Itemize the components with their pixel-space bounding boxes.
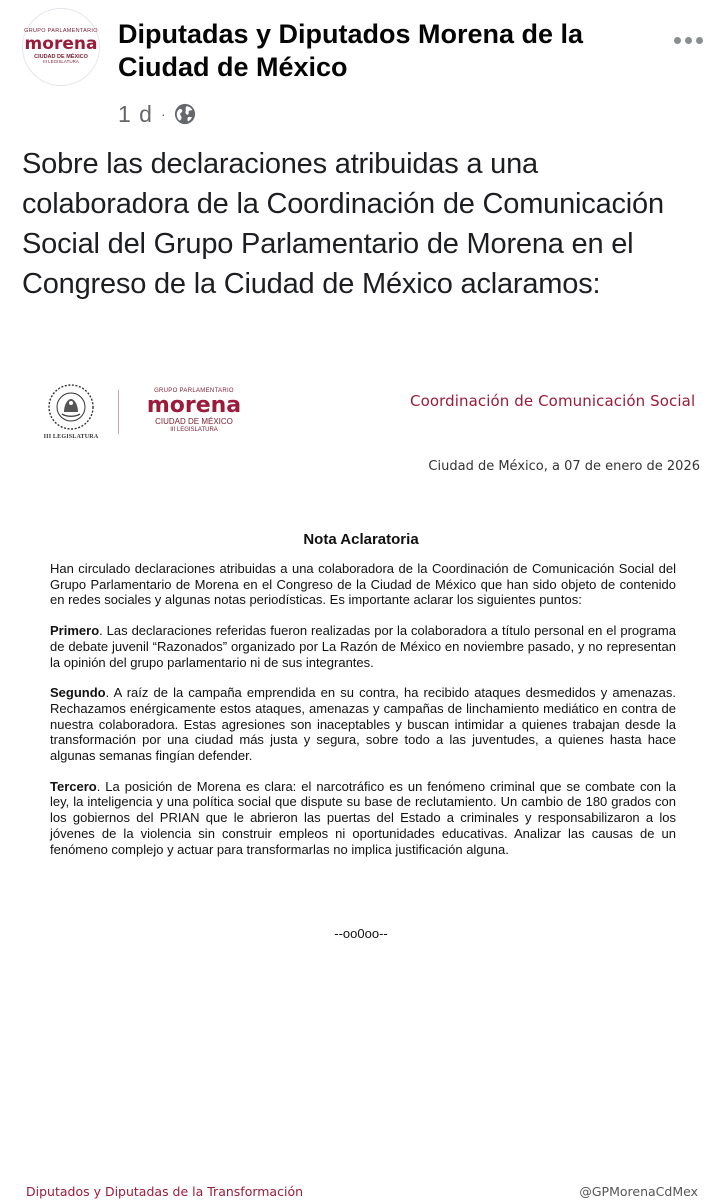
logo-word: morena (146, 393, 242, 418)
point-text: . A raíz de la campaña emprendida en su contra, ha recibido ataques desmedidos y amenazas. Rechazamos enérgicamente estos ataques, amenazas y campañas de linchamiento mediático en contra de nuestra colaboradora. Estas agresiones son inaceptables y buscan intimidar a quienes trabajan desde la transformación por una ciudad más justa y segura, sobre todo a las juventudes, a quienes hasta hace algunas semanas fingían defender. (50, 685, 676, 764)
post-image-document[interactable] (10, 370, 712, 1200)
document-point (50, 623, 676, 670)
meta-separator: · (160, 106, 166, 122)
document-point (50, 779, 676, 858)
footer-handle: @GPMorenaCdMex (579, 1184, 698, 1199)
document-intro: Han circulado declaraciones atribuidas a una colaboradora de la Coordinación de Comunicación Social del Grupo Parlamentario de Morena en el Congreso de la Ciudad de México que han sido objeto de contenido en redes sociales y algunas notas periodísticas. Es importante aclarar los siguientes puntos: (50, 561, 676, 608)
header-divider (118, 390, 119, 434)
page-avatar[interactable] (22, 8, 100, 86)
document-closing: --oo0oo-- (334, 926, 388, 941)
more-dot-icon (674, 37, 681, 44)
more-dot-icon (696, 37, 703, 44)
avatar-top-text: GRUPO PARLAMENTARIO (24, 28, 98, 35)
congress-seal-icon (40, 382, 102, 434)
avatar-legislatura-text: III LEGISLATURA (43, 58, 79, 64)
seal-legislatura-text: III LEGISLATURA (43, 434, 99, 440)
more-options-button[interactable] (666, 24, 710, 56)
page-name-link[interactable]: Diputadas y Diputados Morena de la Ciudad de México (118, 19, 584, 82)
point-text: . La posición de Morena es clara: el narcotráfico es un fenómeno criminal que se combate con la ley, la inteligencia y una política social que dispute su base de reclutamiento. Un cambio de 180 grados con los gobiernos del PRIAN que le abrieron las puertas del Estado a criminales y responsabilizaron a los jóvenes de la violencia sin construir empleos ni oportunidades educativas. Analizar las causas de un fenómeno complejo y actuar para transformarlas no implica justificación alguna. (50, 778, 676, 857)
point-label: Segundo (50, 685, 106, 701)
post-text: Sobre las declaraciones atribuidas a una colaboradora de la Coordinación de Comunicación Social del Grupo Parlamentario de Morena en el Congreso de la Ciudad de México aclaramos: (22, 148, 664, 300)
footer-slogan: Diputados y Diputadas de la Transformación (26, 1184, 304, 1199)
point-label: Tercero (50, 778, 97, 794)
document-body (50, 561, 676, 872)
avatar-logo-word: morena (24, 33, 98, 54)
point-label: Primero (50, 623, 100, 639)
logo-top-text: GRUPO PARLAMENTARIO (154, 388, 234, 394)
morena-logo (144, 388, 244, 433)
globe-icon[interactable] (174, 103, 196, 125)
post-timestamp[interactable]: 1 d (118, 100, 153, 127)
document-point (50, 685, 676, 764)
office-name: Coordinación de Comunicación Social (410, 392, 696, 410)
post-meta (118, 99, 196, 129)
congress-seal (40, 382, 102, 444)
point-text: . Las declaraciones referidas fueron realizadas por la colaboradora a título personal en el programa de debate juvenil “Razonados” organizado por La Razón de México en noviembre pasado, y no representan la opinión del grupo parlamentario ni de sus integrantes. (50, 623, 676, 670)
avatar-city-text: CIUDAD DE MÉXICO (34, 53, 88, 60)
logo-legislatura-text: III LEGISLATURA (170, 426, 218, 433)
more-dot-icon (685, 37, 692, 44)
document-date: Ciudad de México, a 07 de enero de 2026 (428, 459, 700, 474)
logo-city-text: CIUDAD DE MÉXICO (155, 417, 233, 426)
document-title: Nota Aclaratoria (303, 531, 419, 548)
